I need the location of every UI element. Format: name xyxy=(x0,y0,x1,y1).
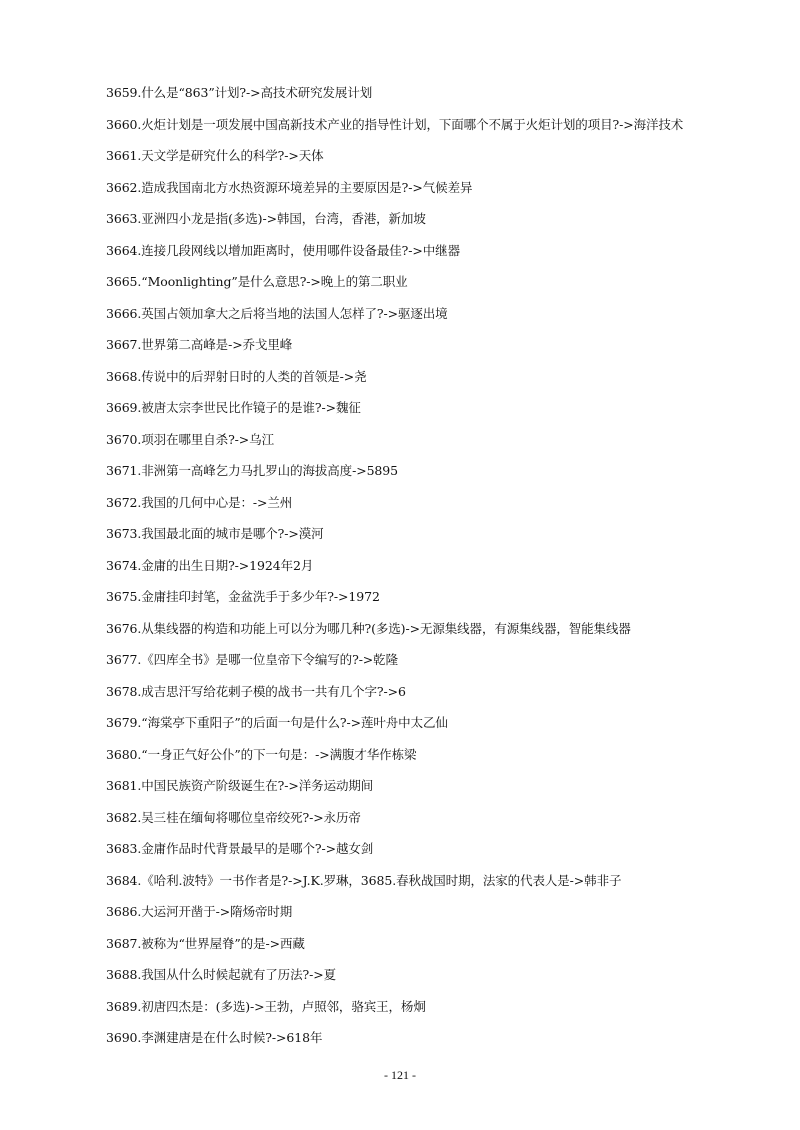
list-item: 3686.大运河开凿于->隋炀帝时期 xyxy=(106,904,293,919)
list-item: 3678.成吉思汗写给花剌子模的战书一共有几个字?->6 xyxy=(106,683,406,699)
list-item: 3667.世界第二高峰是->乔戈里峰 xyxy=(106,337,293,352)
list-item: 3679.“海棠亭下重阳子”的后面一句是什么?->莲叶舟中太乙仙 xyxy=(106,715,448,730)
list-item: 3660.火炬计划是一项发展中国高新技术产业的指导性计划，下面哪个不属于火炬计划的项目?->海洋技术 xyxy=(106,116,684,132)
list-item: 3661.天文学是研究什么的科学?->天体 xyxy=(106,148,324,163)
list-item: 3690.李渊建唐是在什么时候?->618年 xyxy=(106,1030,323,1045)
list-item: 3673.我国最北面的城市是哪个?->漠河 xyxy=(106,526,324,541)
list-item: 3666.英国占领加拿大之后将当地的法国人怎样了?->驱逐出境 xyxy=(106,305,448,321)
list-item: 3676.从集线器的构造和功能上可以分为哪几种?(多选)->无源集线器，有源集线器，智能集线器 xyxy=(106,620,631,636)
list-item: 3664.连接几段网线以增加距离时，使用哪件设备最佳?->中继器 xyxy=(106,242,460,258)
list-item: 3663.亚洲四小龙是指(多选)->韩国，台湾，香港，新加坡 xyxy=(106,211,426,226)
list-item: 3684.《哈利.波特》一书作者是?->J.K.罗琳，3685.春秋战国时期，法家的代表人是->韩非子 xyxy=(106,872,622,888)
page-number: - 121 - xyxy=(384,1068,416,1082)
list-item: 3674.金庸的出生日期?->1924年2月 xyxy=(106,557,314,573)
list-item: 3688.我国从什么时候起就有了历法?->夏 xyxy=(106,967,336,982)
list-item: 3665.“Moonlighting”是什么意思?->晚上的第二职业 xyxy=(106,274,408,289)
list-item: 3672.我国的几何中心是：->兰州 xyxy=(106,494,293,510)
list-item: 3687.被称为“世界屋脊”的是->西藏 xyxy=(106,935,305,951)
list-item: 3681.中国民族资产阶级诞生在?->洋务运动期间 xyxy=(106,778,374,793)
list-item: 3671.非洲第一高峰乞力马扎罗山的海拔高度->5895 xyxy=(106,463,398,478)
question-list xyxy=(106,82,766,1059)
list-item: 3659.什么是“863”计划?->高技术研究发展计划 xyxy=(106,85,373,100)
list-item: 3675.金庸挂印封笔，金盆洗手于多少年?->1972 xyxy=(106,589,380,604)
list-item: 3683.金庸作品时代背景最早的是哪个?->越女剑 xyxy=(106,841,374,856)
list-item: 3670.项羽在哪里自杀?->乌江 xyxy=(106,431,274,447)
list-item: 3669.被唐太宗李世民比作镜子的是谁?->魏征 xyxy=(106,400,361,415)
list-item: 3680.“一身正气好公仆”的下一句是：->满腹才华作栋梁 xyxy=(106,746,417,762)
list-item: 3668.传说中的后羿射日时的人类的首领是->尧 xyxy=(106,368,367,384)
list-item: 3682.吴三桂在缅甸将哪位皇帝绞死?->永历帝 xyxy=(106,809,361,825)
list-item: 3677.《四库全书》是哪一位皇帝下令编写的?->乾隆 xyxy=(106,652,398,667)
list-item: 3689.初唐四杰是：(多选)->王勃，卢照邻，骆宾王，杨炯 xyxy=(106,998,426,1014)
list-item: 3662.造成我国南北方水热资源环境差异的主要原因是?->气候差异 xyxy=(106,179,473,195)
